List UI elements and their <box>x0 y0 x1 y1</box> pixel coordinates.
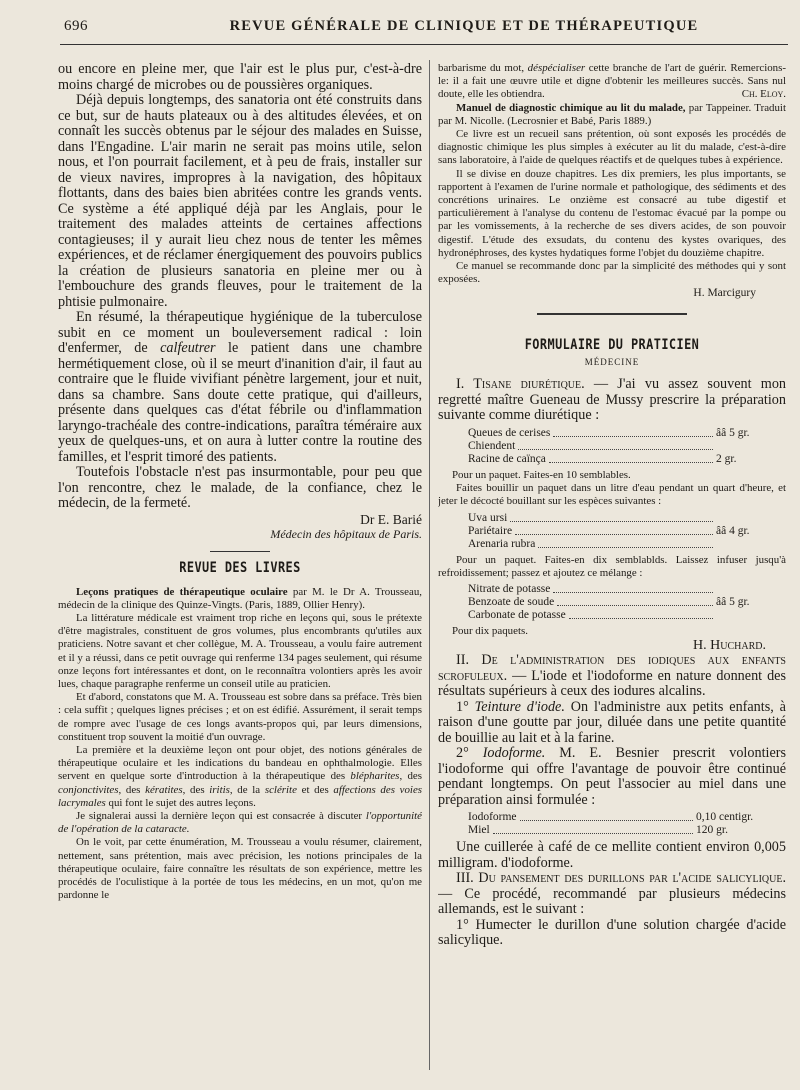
paragraph: Je signalerai aussi la dernière leçon qui est consacrée à discuter l'opportunité de l'opération de la cataracte. <box>58 809 422 836</box>
ingredient: Iodoforme 0,10 centigr. <box>468 811 754 824</box>
book-reference: Leçons pratiques de thérapeutique oculaire par M. le Dr A. Trousseau, médecin de la clinique des Quinze-Vingts. (Paris, 1889, Ollier Henry). <box>58 585 422 611</box>
review-signature: Ch. Eloy. <box>741 88 786 101</box>
section-title: FORMULAIRE DU PRATICIEN <box>524 337 700 354</box>
ingredient: Pariétaire ââ 4 gr. <box>468 524 750 537</box>
recipe-note: Pour un paquet. Faites-en 10 semblables. <box>452 468 631 481</box>
author-signature: H. Huchard. <box>693 638 766 654</box>
paragraph: I. Tisane diurétique. — J'ai vu assez souvent mon regretté maître Gueneau de Mussy prescrire la préparation suivante comme diurétique : <box>438 376 786 424</box>
ingredient: Benzoate de soude ââ 5 gr. <box>468 595 750 608</box>
paragraph: 2° Iodoforme. M. E. Besnier prescrit volontiers l'iodoforme qui offre l'avantage de pouvoir être continué pendant longtemps. On peut l'associer au miel dans une préparation ainsi formulée : <box>438 745 786 808</box>
paragraph: III. Du pansement des durillons par l'acide salicylique. — Ce procédé, recommandé par plusieurs médecins allemands, est le suivant : <box>438 870 786 918</box>
page-number: 696 <box>64 18 88 34</box>
ingredient: Queues de cerises ââ 5 gr. <box>468 426 750 439</box>
ingredient: Uva ursi <box>468 512 786 525</box>
running-header <box>64 18 784 40</box>
ingredient: Carbonate de potasse <box>468 609 786 622</box>
paragraph: barbarisme du mot, déspécialiser cette branche de l'art de guérir. Remercions-le: il a fait une œuvre utile et digne d'obtenir les meilleures succès. Sans nul doute, elle les obtiendra. Ch. Eloy. <box>438 62 786 101</box>
section-subtitle: MÉDECINE <box>584 357 640 368</box>
review-signature: H. Marcigury <box>693 287 756 300</box>
section-rule <box>210 551 270 552</box>
author-signature: Dr E. Barié <box>360 511 422 527</box>
paragraph: 1° Humecter le durillon d'une solution chargée d'acide salicylique. <box>438 916 786 949</box>
paragraph: ou encore en pleine mer, que l'air est le plus pur, c'est-à-dre moins chargé de microbes ou de poussières organiques. <box>58 62 422 93</box>
running-title: REVUE GÉNÉRALE DE CLINIQUE ET DE THÉRAPEUTIQUE <box>229 18 699 34</box>
paragraph: Ce livre est un recueil sans prétention, où sont exposés les procédés de diagnostic chimique les plus simples à exécuter au lit du malade, c'est-à-dire sans laboratoire, à l'aide de quelques réactifs et de quelques tubes à expérience. <box>438 128 786 167</box>
recipe <box>468 583 786 622</box>
paragraph: La première et la deuxième leçon ont pour objet, des notions générales de thérapeutique oculaire et les indications du bandeau en ophthalmologie. Elles servent en quelque sorte d'introduction à la thérapeutique des blépharites, des conjonctivites, des kératites, des iritis, de la sclérite et des affections des voies lacrymales qui font le sujet des autres leçons. <box>58 743 422 809</box>
paragraph: 1° Teinture d'iode. On l'administre aux petits enfants, à raison d'une goutte par jour, diluée dans une petite quantité de bouillie au lait et à la farine. <box>438 698 786 746</box>
ingredient: Racine de caïnça 2 gr. <box>468 452 737 465</box>
ingredient: Chiendent <box>468 440 786 453</box>
book-reference: Manuel de diagnostic chimique au lit du malade, par Tappeiner. Traduit par M. Nicolle. (Lecrosnier et Babé, Paris 1889.) <box>438 101 786 127</box>
ingredient: Miel 120 gr. <box>468 824 728 837</box>
right-column <box>438 62 786 949</box>
paragraph: Ce manuel se recommande donc par la simplicité des méthodes qui y sont exposées. <box>438 260 786 286</box>
paragraph: La littérature médicale est vraiment trop riche en leçons qui, sous le prétexte d'être magistrales, constituent de gros volumes, plus encombrants qu'utiles aux praticiens. Notre savant et cher collègue, M. A. Trousseau, a voulu faire autrement et il y a réussi, dans ce petit ouvrage qui renferme 134 pages seulement, qui résume onze leçons fort intéressantes et dont, on le reconnaîtra volontiers après les avoir lues, chaque paragraphe renferme un conseil utile au praticien. <box>58 611 422 690</box>
recipe <box>468 811 786 837</box>
paragraph: Faites bouillir un paquet dans un litre d'eau pendant un quart d'heure, et jeter le décocté bouillant sur les espèces suivantes : <box>438 482 786 508</box>
section-title: REVUE DES LIVRES <box>179 559 301 576</box>
paragraph: Il se divise en douze chapitres. Les dix premiers, les plus importants, se rapportent à l'examen de l'urine normale et pathologique, des sédiments et des concrétions urinaires. Le onzième est consacré au tube digestif et particulièrement à l'analyse du contenu de l'estomac évacué par la pompe ou par les vomissements, à la recherche de ses divers acides, de son pouvoir digestif. L'étude des exsudats, du contenu des kystes ovariques, des hydronéphroses, des kystes hydatiques forme l'objet du douzième chapitre. <box>438 167 786 259</box>
header-rule <box>60 44 788 45</box>
paragraph: II. De l'administration des iodiques aux enfants scrofuleux. — L'iode et l'iodoforme en nature donnent des résultats supérieurs à ceux des iodures alcalins. <box>438 652 786 700</box>
paragraph: On le voit, par cette énumération, M. Trousseau a voulu résumer, clairement, nettement, sans prétention, mais avec précision, les notions principales de la thérapeutique oculaire, faire connaître les résultats de son expérience, mettre les procédés de l'oculistique à la portée de tous les médecins, en un mot, qu'on me pardonne le <box>58 836 422 902</box>
recipe <box>468 427 786 466</box>
author-affiliation: Médecin des hôpitaux de Paris. <box>270 526 422 541</box>
paragraph: En résumé, la thérapeutique hygiénique de la tuberculose subit en ce moment un bouleversement radical : loin d'enfermer, de calfeutrer le patient dans une chambre hermétiquement close, où il se meurt d'inanition d'air, il faut au contraire que le fluide vivifiant pénètre largement, jour et nuit, dans sa chambre. Sans doute cette pratique, qui d'ailleurs, présente dans quelques cas d'état fébrile ou d'inflammation laryngo-trachéale des contre-indications, paraîtra téméraire aux yeux de quelques-uns, et on aura à lutter contre la routine des familles, et l'esprit timoré des patients. <box>58 309 422 465</box>
paragraph: Pour un paquet. Faites-en dix semblablds. Laissez infuser jusqu'à refroidissement; passez et ajoutez ce mélange : <box>438 553 786 579</box>
paragraph: Déjà depuis longtemps, des sanatoria ont été construits dans ce but, sur de hauts plateaux ou à des altitudes élevées, et on connaît les succès obtenus par le séjour des malades en Suisse, dans l'Engadine. L'air marin ne serait pas moins utile, selon nous, et l'on pourrait facilement, et à peu de frais, installer sur de vieux navires, impropres à la navigation, des hôpitaux flottants, dans des baies bien abritées contre les grands vents. Ce système a été appliqué déjà par les Anglais, pour le traitement des malades atteints de certaines affections contagieuses; il y aurait lieu chez nous de tenter les mêmes expériences, et de réclamer énergiquement des pouvoirs publics la création de plusieurs sanatoria en pleine mer ou à l'embouchure des grands fleuves, pour le traitement de la phtisie pulmonaire. <box>58 92 422 310</box>
left-column <box>58 62 422 902</box>
paragraph: Une cuillerée à café de ce mellite contient environ 0,005 milligram. d'iodoforme. <box>438 839 786 871</box>
paragraph: Toutefois l'obstacle n'est pas insurmontable, pour peu que l'on rencontre, chez le malade, de la confiance, chez le médecin, de la fermeté. <box>58 464 422 511</box>
ingredient: Nitrate de potasse <box>468 583 786 596</box>
section-rule <box>537 313 687 315</box>
recipe <box>468 512 786 551</box>
ingredient: Arenaria rubra <box>468 538 786 551</box>
paragraph: Et d'abord, constatons que M. A. Trousseau est sobre dans sa préface. Très bien : cela suffit ; quelques lignes précises ; et on est édifié. Assurément, il serait temps de rompre avec l'usage de ces longs avants-propos qui, par leurs dimensions, constituent trop souvent la moitié d'un ouvrage. <box>58 691 422 743</box>
column-divider <box>429 60 430 1070</box>
recipe-note: Pour dix paquets. <box>452 624 528 637</box>
